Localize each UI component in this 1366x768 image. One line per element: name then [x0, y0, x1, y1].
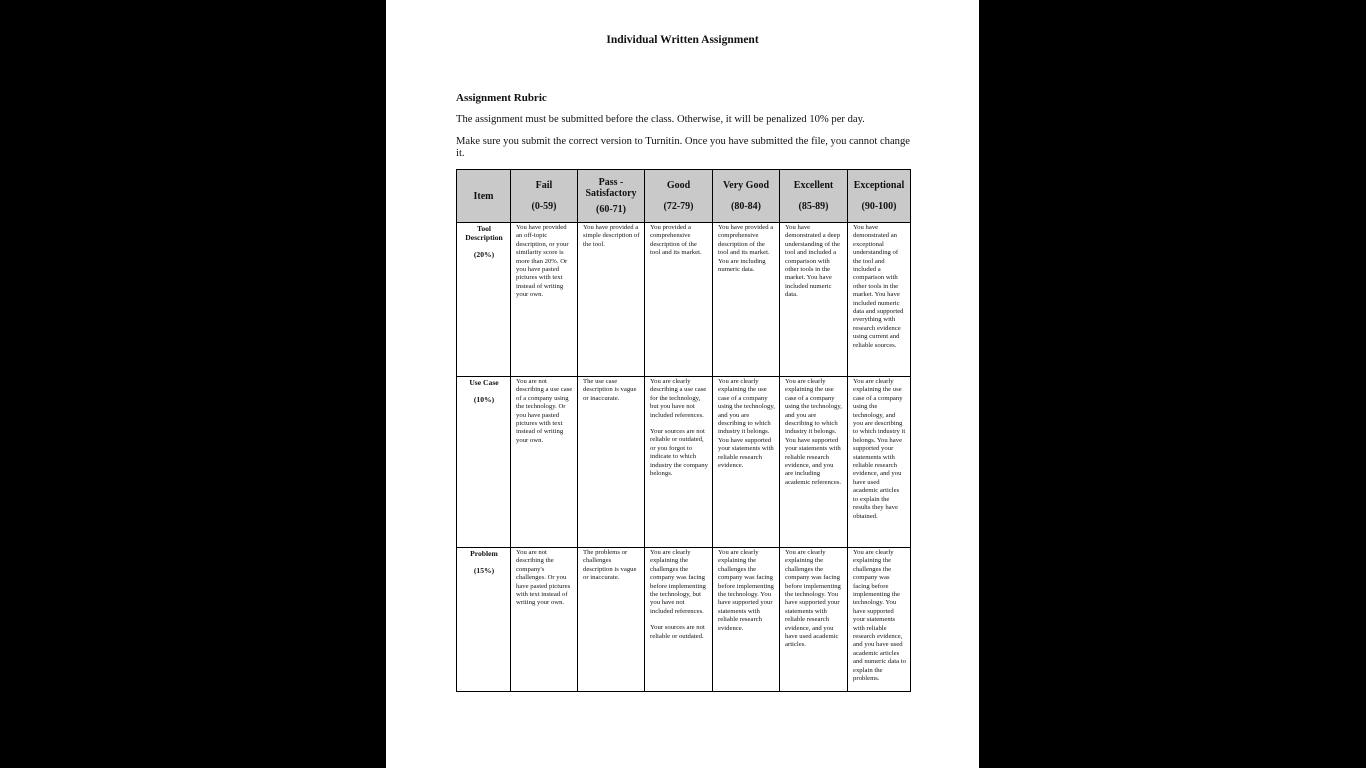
level-range: (85-89)	[798, 201, 829, 212]
level-label: Exceptional	[853, 180, 905, 191]
level-label: Very Good	[722, 180, 770, 191]
rubric-cell: You are clearly explaining the challenges the company was facing before implementing the technology, but you have not included references. Your sources are not reliable or outdated.	[645, 548, 713, 692]
rubric-cell: You are not describing the company's challenges. Or you have pasted pictures with text instead of writing your own.	[511, 548, 578, 692]
rubric-cell: You are clearly describing a use case for the technology, but you have not included references. Your sources are not reliable or outdated, or you forgot to indicate to which industry the company belongs.	[645, 377, 713, 548]
header-level	[780, 170, 848, 223]
level-label: Excellent	[793, 180, 834, 191]
rubric-row-use-case	[457, 377, 911, 548]
rubric-cell: The problems or challenges description is vague or inaccurate.	[578, 548, 645, 692]
level-range: (80-84)	[731, 201, 761, 212]
header-level	[511, 170, 578, 223]
rubric-cell: You provided a comprehensive description of the tool and its market.	[645, 223, 713, 377]
rubric-table	[456, 169, 911, 692]
rubric-cell: You are not describing a use case of a company using the technology. Or you have pasted pictures with text instead of writing your own.	[511, 377, 578, 548]
rubric-cell: You are clearly explaining the challenges the company was facing before implementing the technology. You have supported your statements with reliable research evidence, and you have used academic articles and numeric data to explain the problems.	[848, 548, 911, 692]
level-range: (72-79)	[663, 201, 694, 212]
rubric-header-row	[457, 170, 911, 223]
level-label: Fail	[535, 180, 553, 191]
level-label: Pass - Satisfactory	[585, 177, 637, 199]
submission-deadline-note: The assignment must be submitted before the class. Otherwise, it will be penalized 10% per day.	[456, 114, 865, 125]
rubric-cell: You are clearly explaining the challenges the company was facing before implementing the technology. You have supported your statements with reliable research evidence, and you have used academic articles.	[780, 548, 848, 692]
rubric-cell: You have demonstrated a deep understanding of the tool and included a comparison with other tools in the market. You have included numeric data.	[780, 223, 848, 377]
document-page	[386, 0, 979, 768]
row-item: Use Case (10%)	[457, 377, 511, 548]
rubric-cell: You have provided a comprehensive description of the tool and its market. You are including numeric data.	[713, 223, 780, 377]
header-level	[848, 170, 911, 223]
rubric-cell: You are clearly explaining the use case of a company using the technology, and you are describing to which industry it belongs. You have supported your statements with reliable research evidence.	[713, 377, 780, 548]
row-item: Problem (15%)	[457, 548, 511, 692]
rubric-heading: Assignment Rubric	[456, 92, 547, 104]
rubric-cell: You are clearly explaining the challenges the company was facing before implementing the technology. You have supported your statements with reliable research evidence.	[713, 548, 780, 692]
rubric-row-tool-description	[457, 223, 911, 377]
rubric-cell: You have provided an off-topic description, or your similarity score is more than 20%. Or you have pasted pictures with text instead of writing your own.	[511, 223, 578, 377]
level-range: (0-59)	[531, 201, 557, 212]
rubric-cell: You are clearly explaining the use case of a company using the technology, and you are describing to which industry it belongs. You have supported your statements with reliable research evidence, and you are including academic references.	[780, 377, 848, 548]
level-range: (90-100)	[861, 201, 897, 212]
row-item: Tool Description (20%)	[457, 223, 511, 377]
rubric-cell: You are clearly explaining the use case of a company using the technology, and you are describing to which industry it belongs. You have supported your statements with reliable research evidence, and you have used academic articles to explain the results they have obtained.	[848, 377, 911, 548]
rubric-cell: You have demonstrated an exceptional understanding of the tool and included a comparison with other tools in the market. You have included numeric data and supported everything with research evidence using current and reliable sources.	[848, 223, 911, 377]
level-range: (60-71)	[596, 204, 626, 215]
turnitin-note: Make sure you submit the correct version to Turnitin. Once you have submitted the file, you cannot change it.	[456, 136, 910, 159]
rubric-row-problem	[457, 548, 911, 692]
header-level	[713, 170, 780, 223]
rubric-cell: The use case description is vague or inaccurate.	[578, 377, 645, 548]
document-title: Individual Written Assignment	[606, 34, 759, 46]
header-level	[578, 170, 645, 223]
level-label: Good	[666, 180, 691, 191]
rubric-cell: You have provided a simple description of the tool.	[578, 223, 645, 377]
header-item: Item	[457, 170, 511, 223]
header-level	[645, 170, 713, 223]
